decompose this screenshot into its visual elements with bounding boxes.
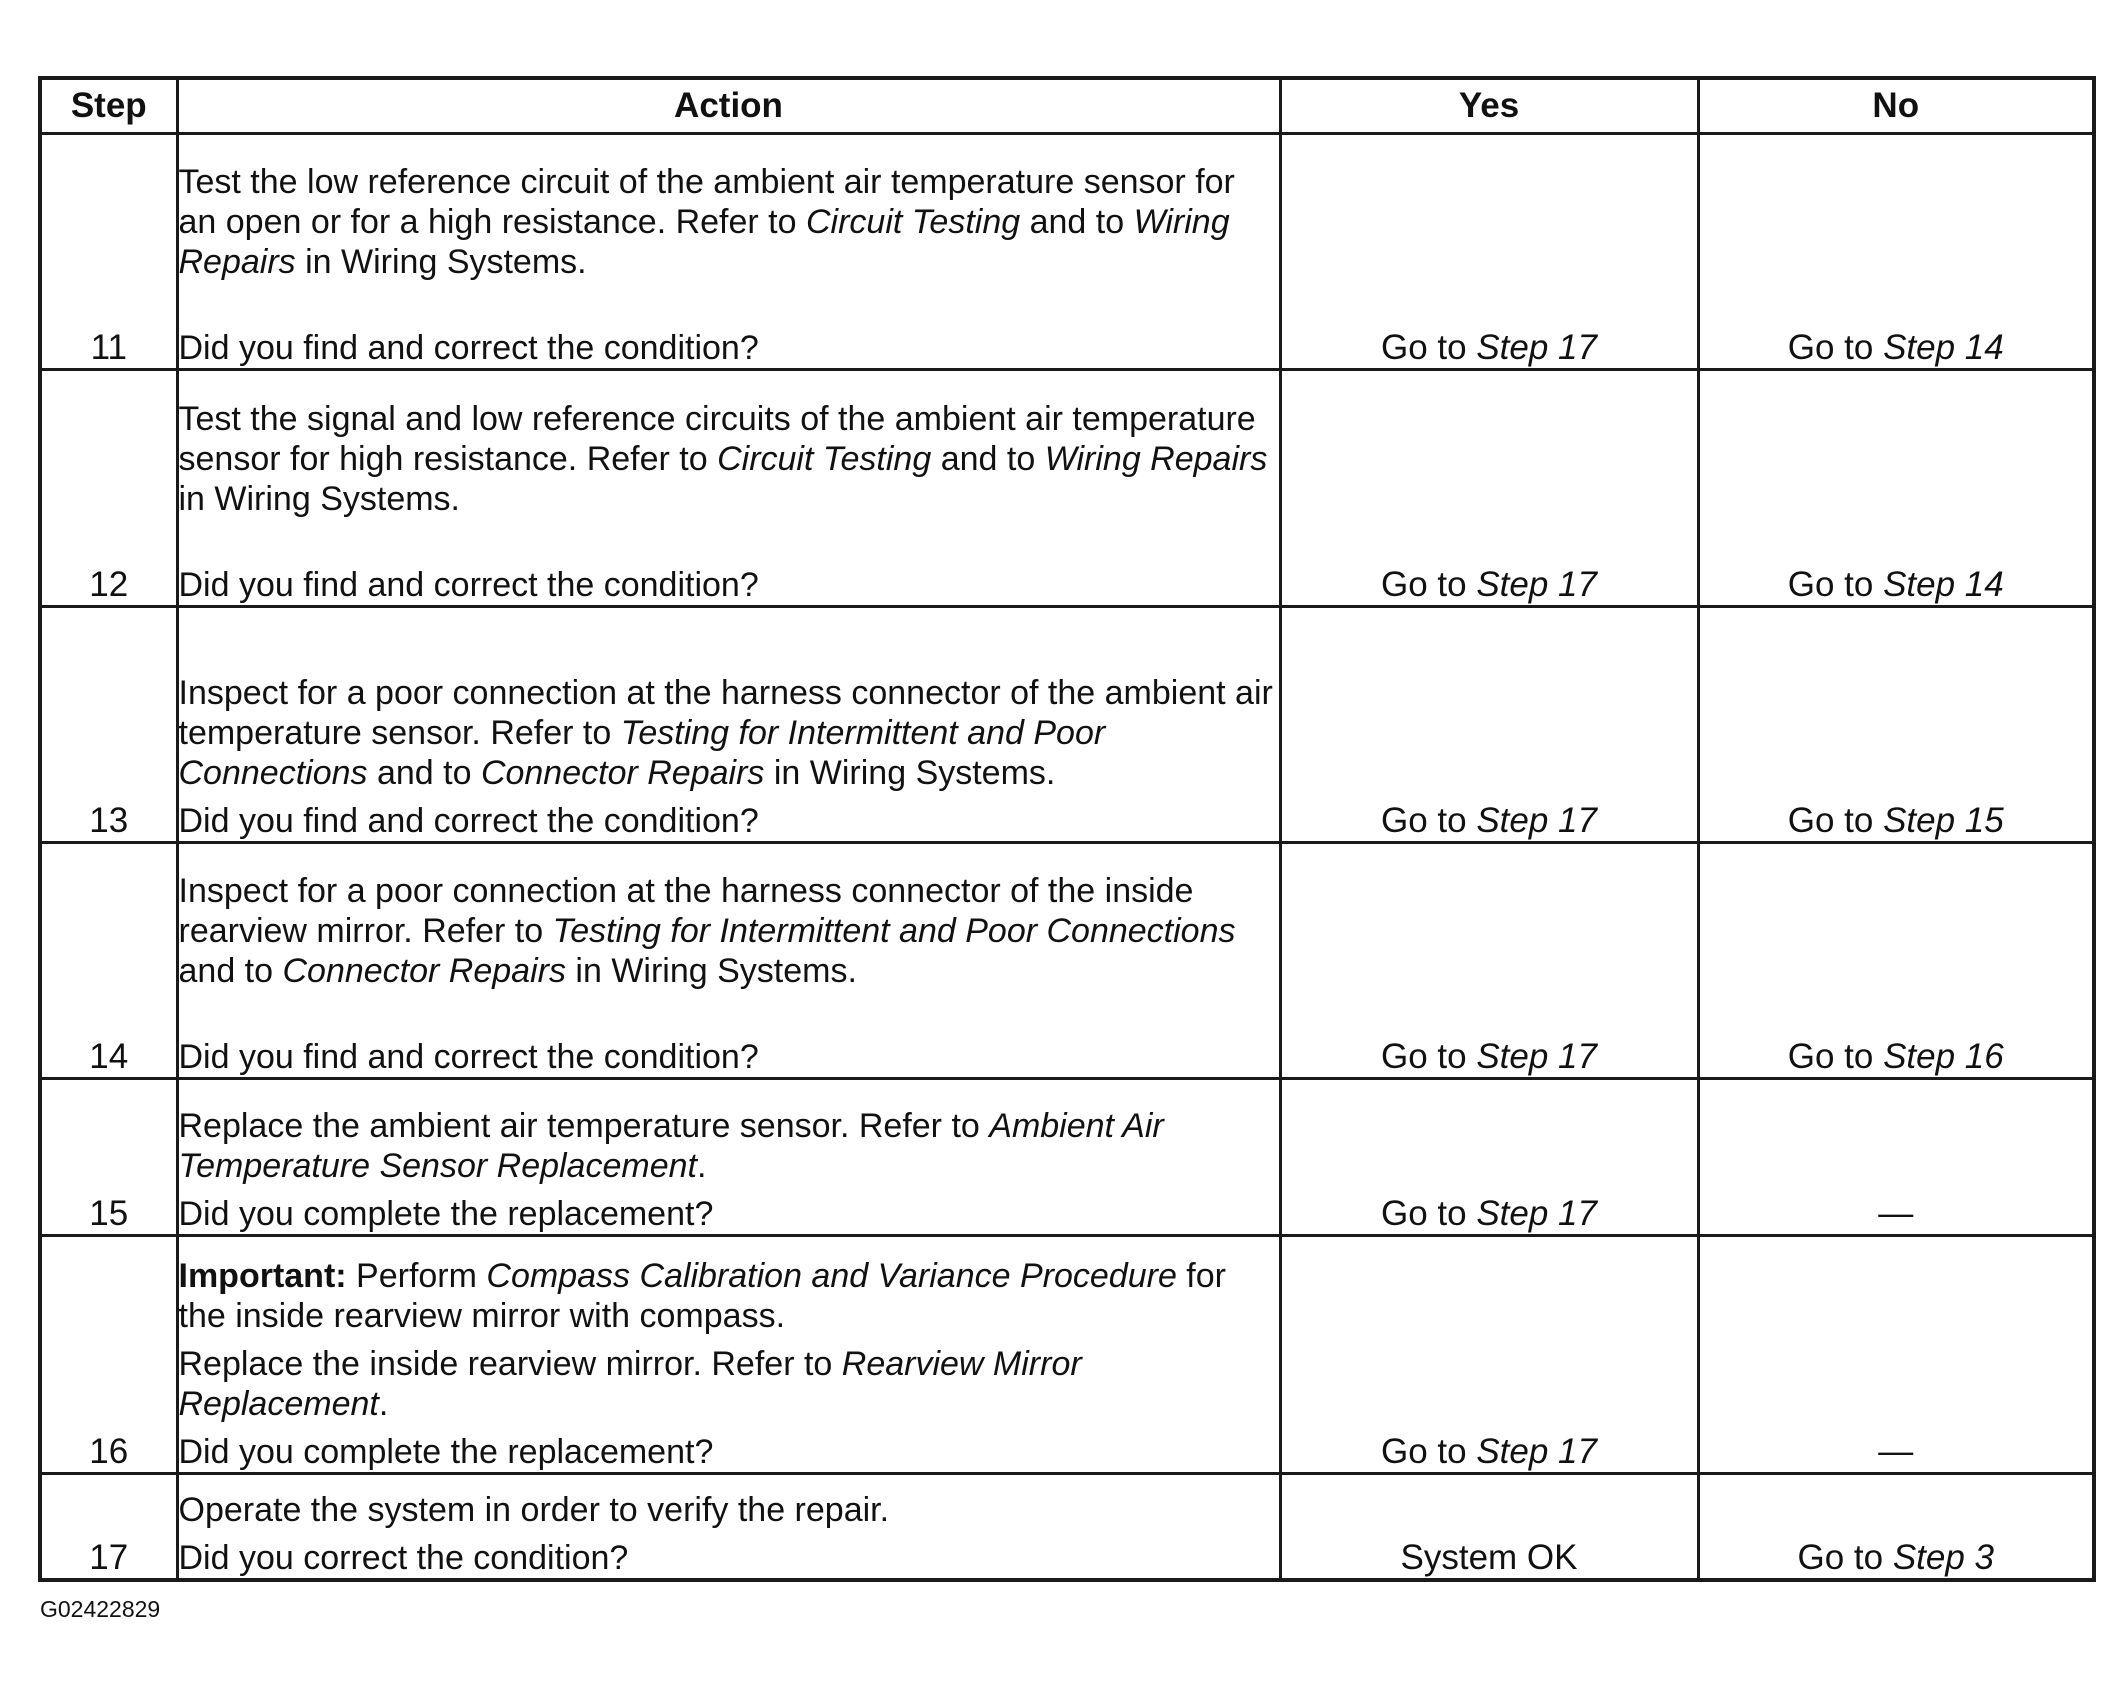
action-text: Operate the system in order to verify the repair. (178, 1490, 890, 1529)
step-reference: Step 17 (1476, 1194, 1597, 1233)
action-question: Did you complete the replacement? (178, 1433, 714, 1471)
header-yes: Yes (1280, 78, 1698, 134)
no-result: Go to Step 3 (1698, 1474, 2094, 1580)
step-number: 17 (40, 1474, 177, 1580)
doc-reference: Testing for Intermittent and Poor Connections (178, 714, 1106, 792)
step-reference: Step 15 (1883, 801, 2004, 840)
step-reference: Step 17 (1476, 328, 1597, 367)
action-question: Did you complete the replacement? (178, 1195, 714, 1233)
step-reference: Step 17 (1476, 565, 1597, 604)
table-row (40, 607, 2094, 843)
action-text: Inspect for a poor connection at the harness connector of the inside rearview mirror. Refer to Testing for Intermittent and Poor Connections and to Connector Repairs in Wiring Systems. (178, 872, 1236, 990)
action-question: Did you find and correct the condition? (178, 566, 759, 604)
yes-result: Go to Step 17 (1280, 607, 1698, 843)
yes-result: Go to Step 17 (1280, 1079, 1698, 1236)
doc-reference: Wiring Repairs (1044, 440, 1268, 478)
no-result: — (1698, 1236, 2094, 1474)
figure-code: G02422829 (40, 1596, 161, 1622)
doc-reference: Circuit Testing (805, 203, 1021, 241)
action-cell (177, 1236, 1280, 1474)
action-text: Replace the inside rearview mirror. Refer to Rearview Mirror Replacement. (178, 1345, 1082, 1423)
yes-result: Go to Step 17 (1280, 843, 1698, 1079)
step-reference: Step 17 (1476, 1037, 1597, 1076)
action-cell (177, 1474, 1280, 1580)
doc-reference: Wiring Repairs (178, 203, 1230, 281)
table-row (40, 134, 2094, 370)
table-row (40, 370, 2094, 607)
doc-reference: Connector Repairs (282, 952, 566, 990)
step-reference: Step 17 (1476, 801, 1597, 840)
action-cell (177, 607, 1280, 843)
doc-reference: Rearview Mirror Replacement (178, 1345, 1082, 1423)
yes-result: Go to Step 17 (1280, 1236, 1698, 1474)
important-label: Important: (178, 1257, 347, 1295)
doc-reference: Testing for Intermittent and Poor Connections (552, 912, 1236, 950)
table-row (40, 1079, 2094, 1236)
action-text: Test the low reference circuit of the ambient air temperature sensor for an open or for a high resistance. Refer to Circuit Testing and to Wiring Repairs in Wiring Systems. (178, 163, 1235, 281)
yes-result: Go to Step 17 (1280, 134, 1698, 370)
step-number: 14 (40, 843, 177, 1079)
step-reference: Step 17 (1476, 1432, 1597, 1471)
no-result: Go to Step 16 (1698, 843, 2094, 1079)
action-question: Did you correct the condition? (178, 1538, 629, 1577)
action-text: Replace the ambient air temperature sensor. Refer to Ambient Air Temperature Sensor Replacement. (178, 1107, 1164, 1185)
action-text: Test the signal and low reference circuits of the ambient air temperature sensor for high resistance. Refer to Circuit Testing and to Wiring Repairs in Wiring Systems. (178, 400, 1268, 518)
action-cell (177, 1079, 1280, 1236)
yes-result: Go to Step 17 (1280, 370, 1698, 607)
step-reference: Step 16 (1883, 1037, 2004, 1076)
no-result: Go to Step 14 (1698, 134, 2094, 370)
action-question: Did you find and correct the condition? (178, 1038, 759, 1076)
action-text: Inspect for a poor connection at the harness connector of the ambient air temperature sensor. Refer to Testing for Intermittent and Poor Connections and to Connector Repairs in Wiring Systems. (178, 674, 1273, 792)
doc-reference: Compass Calibration and Variance Procedure (486, 1257, 1177, 1295)
header-step: Step (40, 78, 177, 134)
no-result: — (1698, 1079, 2094, 1236)
doc-reference: Connector Repairs (480, 754, 765, 792)
action-question: Did you find and correct the condition? (178, 802, 759, 840)
doc-reference: Ambient Air Temperature Sensor Replacement (178, 1107, 1164, 1185)
action-cell (177, 843, 1280, 1079)
step-number: 11 (40, 134, 177, 370)
step-reference: Step 14 (1883, 565, 2004, 604)
step-number: 16 (40, 1236, 177, 1474)
table-row (40, 843, 2094, 1079)
action-question: Did you find and correct the condition? (178, 329, 759, 367)
step-reference: Step 14 (1883, 328, 2004, 367)
action-cell (177, 134, 1280, 370)
step-number: 15 (40, 1079, 177, 1236)
table-row (40, 1236, 2094, 1474)
important-note: Important: Perform Compass Calibration and Variance Procedure for the inside rearview mirror with compass. (178, 1257, 1226, 1335)
step-number: 13 (40, 607, 177, 843)
step-number: 12 (40, 370, 177, 607)
header-action: Action (177, 78, 1280, 134)
diagnostic-table (38, 76, 2096, 1582)
no-result: Go to Step 15 (1698, 607, 2094, 843)
doc-reference: Circuit Testing (717, 440, 932, 478)
header-row (40, 78, 2094, 134)
action-cell (177, 370, 1280, 607)
step-reference: Step 3 (1892, 1537, 1995, 1577)
no-result: Go to Step 14 (1698, 370, 2094, 607)
table-row (40, 1474, 2094, 1580)
yes-result: System OK (1280, 1474, 1698, 1580)
header-no: No (1698, 78, 2094, 134)
